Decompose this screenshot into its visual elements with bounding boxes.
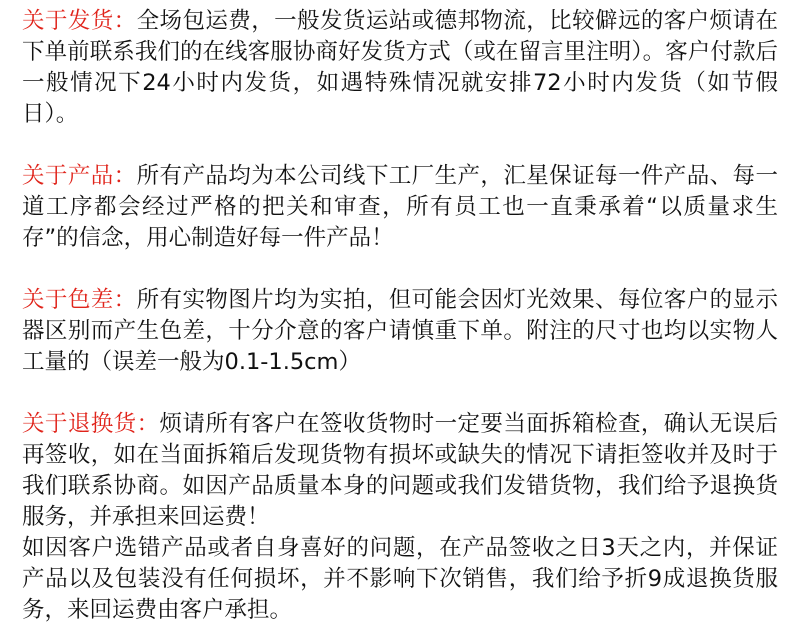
color-difference-paragraph [22, 285, 778, 378]
color-difference-section [22, 285, 778, 378]
product-paragraph [22, 161, 778, 254]
product-text: 所有产品均为本公司线下工厂生产，汇星保证每一件产品、每一道工序都会经过严格的把关和审查，所有员工也一直秉承着“以质量求生存”的信念，用心制造好每一件产品！ [22, 163, 778, 251]
product-section [22, 161, 778, 254]
shipping-label: 关于发货： [22, 8, 137, 34]
returns-paragraph [22, 409, 778, 533]
returns-label: 关于退换货： [22, 411, 160, 437]
shipping-text: 全场包运费，一般发货运站或德邦物流，比较僻远的客户烦请在下单前联系我们的在线客服协商好发货方式（或在留言里注明）。客户付款后一般情况下24小时内发货，如遇特殊情况就安排72小时内发货（如节假日）。 [22, 8, 778, 127]
returns-paragraph-2: 如因客户选错产品或者自身喜好的问题，在产品签收之日3天之内，并保证产品以及包装没有任何损坏，并不影响下次销售，我们给予折9成退换货服务，来回运费由客户承担。 [22, 535, 778, 623]
color-difference-text: 所有实物图片均为实拍，但可能会因灯光效果、每位客户的显示器区别而产生色差，十分介意的客户请慎重下单。附注的尺寸也均以实物人工量的（误差一般为0.1-1.5cm） [22, 287, 778, 375]
shipping-section [22, 6, 778, 130]
product-label: 关于产品： [22, 163, 137, 189]
returns-section [22, 409, 778, 626]
color-difference-label: 关于色差： [22, 287, 137, 313]
shipping-paragraph [22, 6, 778, 130]
returns-text: 烦请所有客户在签收货物时一定要当面拆箱检查，确认无误后再签收，如在当面拆箱后发现货物有损坏或缺失的情况下请拒签收并及时于我们联系协商。如因产品质量本身的问题或我们发错货物，我们给予退换货服务，并承担来回运费！ [22, 411, 778, 530]
